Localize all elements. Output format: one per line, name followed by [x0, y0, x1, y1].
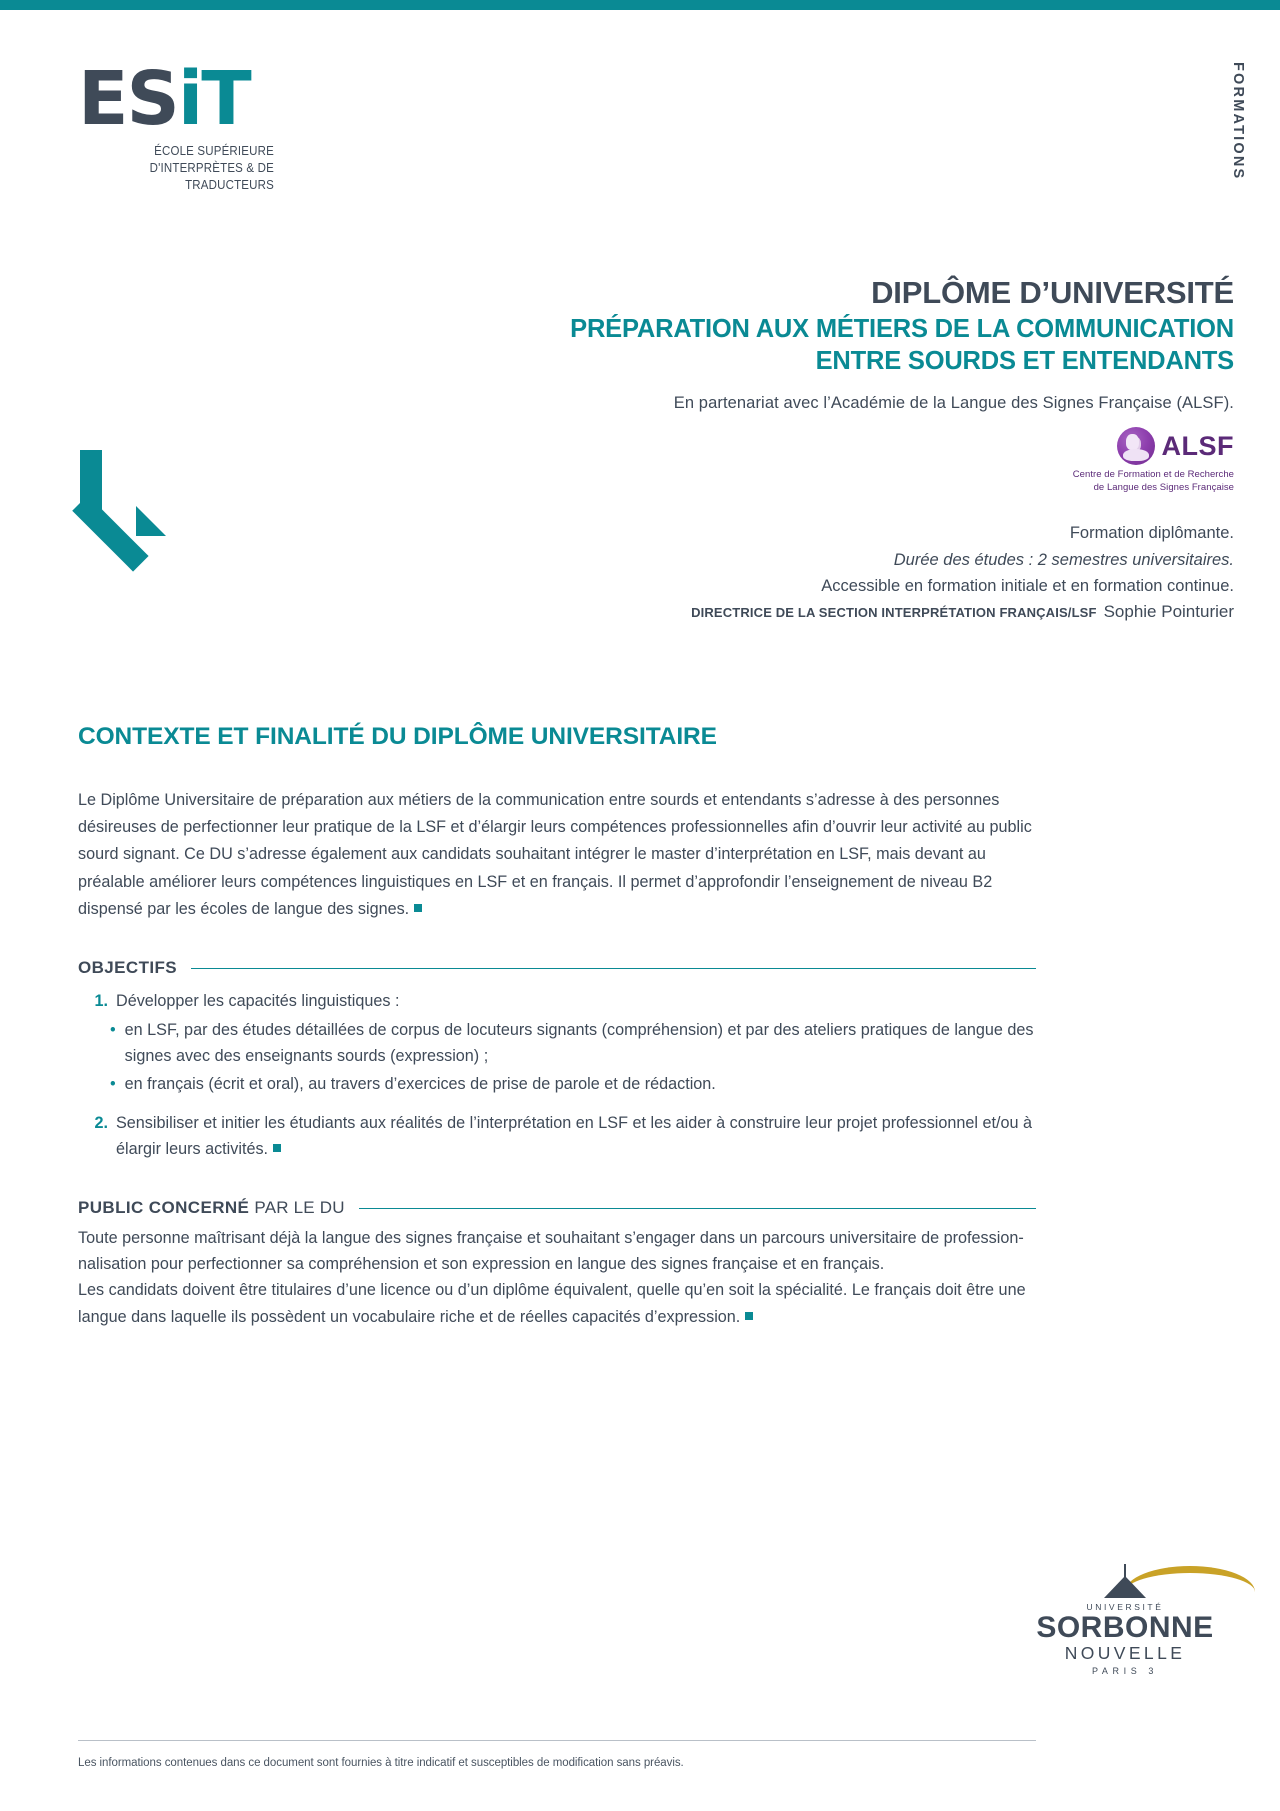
top-accent-bar [0, 0, 1280, 10]
esit-logo-wordmark [78, 56, 358, 142]
end-marker-square [414, 904, 422, 912]
objectif-subtext: en français (écrit et oral), au travers d’exercices de prise de parole et de rédaction. [124, 1074, 716, 1093]
sorbonne-nouvelle-label: NOUVELLE [1064, 1643, 1186, 1663]
contexte-body-text: Le Diplôme Universitaire de préparation aux métiers de la communication entre sourds et entendants s’adresse à des personnes désireuses de perfectionner leur pratique de la LSF et d’élargir leurs compétences professionnelles afin d’ouvrir leur activité au public sourd signant. Ce DU s’adresse également aux candidats souhaitant intégrer le master d’interprétation en LSF, mais devant au préalable améliorer leurs compétences linguistiques en LSF et en français. Il permet d’approfondir l’enseignement de niveau B2 dispensé par les écoles de langue des signes. [78, 791, 1032, 918]
objectif-text [116, 1110, 1038, 1162]
arrow-down-right-icon [80, 450, 166, 536]
esit-subtitle-line-2: D'INTERPRÈTES & DE TRADUCTEURS [149, 160, 274, 192]
public-heading-light: PAR LE DU [254, 1198, 345, 1217]
public-heading-bold: PUBLIC CONCERNÉ [78, 1198, 250, 1217]
esit-logo-subtitle [94, 143, 274, 194]
director-role: DIRECTRICE DE LA SECTION INTERPRÉTATION FRANÇAIS/LSF [691, 605, 1097, 620]
formation-details [614, 520, 1234, 600]
objectif-subtext: en LSF, par des études détaillées de corpus de locuteurs signants (compréhension) et par des ateliers pratiques de langue des signes avec des enseignants sourds (expression) ; [124, 1021, 1034, 1066]
objectifs-heading-rule [191, 968, 1036, 969]
alsf-caption [984, 469, 1234, 495]
public-paragraph-2-text: Les candidats doivent être titulaires d’une licence ou d’un diplôme équivalent, quelle qu’en soit la spécialité. Le français doit être une langue dans laquelle ils possèdent un vocabulaire riche et de réelles capacités d’expression. [78, 1281, 1026, 1326]
page-subtitle-line-2: ENTRE SOURDS ET ENTENDANTS [815, 347, 1234, 376]
alsf-caption-line-2: de Langue des Signes Française [1093, 481, 1234, 493]
public-paragraph-2 [78, 1277, 1036, 1329]
esit-logo-it: iT [177, 56, 250, 142]
public-paragraph-1: Toute personne maîtrisant déjà la langue des signes française et souhaitant s’engager dans un parcours universitaire de profession-nalisation pour perfectionner sa compréhension et son expression en langue des signes française et en français. [78, 1229, 1024, 1274]
objectif-number: 1. [94, 992, 108, 1010]
detail-duration: Durée des études : 2 semestres universitaires. [893, 550, 1234, 569]
partnership-note: En partenariat avec l’Académie de la Langue des Signes Française (ALSF). [673, 393, 1234, 412]
alsf-logo [984, 427, 1234, 495]
esit-logo [78, 56, 358, 194]
end-marker-square [273, 1144, 281, 1152]
sorbonne-universite-label: UNIVERSITÉ [1086, 1601, 1164, 1612]
public-heading [78, 1198, 345, 1218]
alsf-wordmark: ALSF [1161, 430, 1234, 461]
end-marker-square [745, 1312, 753, 1320]
page-title: DIPLÔME D’UNIVERSITÉ [871, 275, 1234, 310]
esit-logo-es: ES [78, 56, 178, 142]
objectif-sublist [110, 1017, 1038, 1097]
sorbonne-wordmark: SORBONNE [1036, 1610, 1214, 1644]
footer-disclaimer: Les informations contenues dans ce document sont fournies à titre indicatif et susceptibles de modification sans préavis. [78, 1757, 684, 1769]
public-heading-rule [359, 1208, 1036, 1209]
esit-subtitle-line-1: ÉCOLE SUPÉRIEURE [154, 144, 274, 158]
alsf-caption-line-1: Centre de Formation et de Recherche [1072, 469, 1234, 480]
public-body [78, 1225, 1036, 1330]
hands-icon [1117, 427, 1155, 465]
vertical-formations-label: FORMATIONS [1230, 62, 1246, 181]
section-director [534, 602, 1234, 622]
contexte-heading: CONTEXTE ET FINALITÉ DU DIPLÔME UNIVERSITAIRE [78, 723, 717, 750]
title-block [534, 275, 1234, 413]
sorbonne-emblem-icon [1030, 1556, 1220, 1600]
objectif-text: Développer les capacités linguistiques : [116, 992, 400, 1010]
list-item [88, 1110, 1038, 1162]
footer-divider [78, 1740, 1036, 1741]
bullet-icon: • [110, 1074, 116, 1093]
detail-diploma-type: Formation diplômante. [1069, 524, 1234, 542]
director-name: Sophie Pointurier [1103, 602, 1234, 621]
bullet-icon: • [110, 1021, 116, 1040]
page-subtitle-line-1: PRÉPARATION AUX MÉTIERS DE LA COMMUNICATION [570, 314, 1234, 343]
objectif-number: 2. [94, 1113, 108, 1132]
list-item [88, 988, 1038, 1014]
list-item [110, 1071, 1038, 1097]
objectifs-heading-row [78, 958, 1036, 978]
objectif-text-body: Sensibiliser et initier les étudiants aux réalités de l’interprétation en LSF et les aider à construire leur projet professionnel et/ou à élargir leurs activités. [116, 1113, 1032, 1159]
contexte-body [78, 787, 1036, 923]
list-item [110, 1017, 1038, 1069]
public-heading-row [78, 1198, 1036, 1218]
sorbonne-paris-label: PARIS 3 [1091, 1666, 1159, 1676]
objectifs-heading: OBJECTIFS [78, 958, 178, 977]
sorbonne-nouvelle-logo [1030, 1556, 1220, 1677]
detail-access: Accessible en formation initiale et en formation continue. [821, 577, 1234, 596]
objectifs-list [88, 988, 1038, 1164]
